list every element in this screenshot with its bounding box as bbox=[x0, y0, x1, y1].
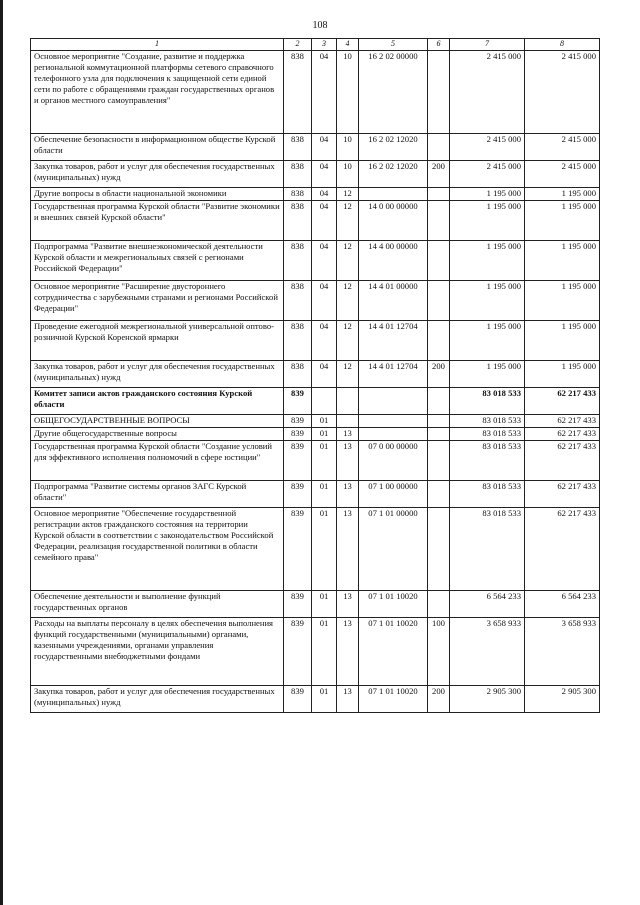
row-expense-type bbox=[428, 51, 450, 134]
row-section-code: 01 bbox=[312, 415, 337, 428]
table-row bbox=[31, 686, 600, 713]
row-ved-code: 839 bbox=[284, 481, 312, 508]
row-amount-1: 1 195 000 bbox=[450, 281, 525, 321]
row-ved-code: 839 bbox=[284, 428, 312, 441]
row-amount-1: 1 195 000 bbox=[450, 361, 525, 388]
row-name: Обеспечение безопасности в информационном обществе Курской области bbox=[31, 134, 284, 161]
row-target-article: 14 4 01 12704 bbox=[359, 361, 428, 388]
table-row bbox=[31, 161, 600, 188]
row-expense-type bbox=[428, 388, 450, 415]
row-ved-code: 838 bbox=[284, 321, 312, 361]
row-section-code: 04 bbox=[312, 321, 337, 361]
row-target-article: 14 4 01 12704 bbox=[359, 321, 428, 361]
row-amount-2: 62 217 433 bbox=[525, 415, 600, 428]
row-subsection-code: 12 bbox=[337, 281, 359, 321]
table-row bbox=[31, 388, 600, 415]
row-subsection-code: 13 bbox=[337, 428, 359, 441]
row-target-article bbox=[359, 428, 428, 441]
row-name: Проведение ежегодной межрегиональной универсальной оптово-розничной Курской Коренской ярмарки bbox=[31, 321, 284, 361]
row-expense-type: 200 bbox=[428, 161, 450, 188]
table-row bbox=[31, 241, 600, 281]
row-amount-2: 1 195 000 bbox=[525, 281, 600, 321]
row-expense-type bbox=[428, 415, 450, 428]
row-amount-1: 6 564 233 bbox=[450, 591, 525, 618]
row-subsection-code: 13 bbox=[337, 618, 359, 686]
budget-table bbox=[30, 38, 600, 713]
header-cell: 8 bbox=[525, 39, 600, 51]
row-amount-1: 1 195 000 bbox=[450, 188, 525, 201]
row-ved-code: 839 bbox=[284, 686, 312, 713]
row-name: Другие общегосударственные вопросы bbox=[31, 428, 284, 441]
row-target-article: 14 4 01 00000 bbox=[359, 281, 428, 321]
row-section-code: 04 bbox=[312, 201, 337, 241]
row-target-article: 07 1 00 00000 bbox=[359, 481, 428, 508]
row-expense-type bbox=[428, 441, 450, 481]
header-cell: 5 bbox=[359, 39, 428, 51]
row-name: Закупка товаров, работ и услуг для обеспечения государственных (муниципальных) нужд bbox=[31, 161, 284, 188]
table-row bbox=[31, 134, 600, 161]
row-name: Государственная программа Курской области "Развитие экономики и внешних связей Курской области" bbox=[31, 201, 284, 241]
row-amount-2: 2 415 000 bbox=[525, 51, 600, 134]
row-section-code: 04 bbox=[312, 361, 337, 388]
row-amount-2: 2 415 000 bbox=[525, 161, 600, 188]
row-section-code: 01 bbox=[312, 441, 337, 481]
table-row bbox=[31, 481, 600, 508]
row-subsection-code: 12 bbox=[337, 321, 359, 361]
row-target-article: 07 1 01 00000 bbox=[359, 508, 428, 591]
row-target-article: 07 0 00 00000 bbox=[359, 441, 428, 481]
row-amount-1: 83 018 533 bbox=[450, 428, 525, 441]
row-amount-1: 2 415 000 bbox=[450, 134, 525, 161]
row-ved-code: 838 bbox=[284, 161, 312, 188]
row-subsection-code: 10 bbox=[337, 51, 359, 134]
header-cell: 4 bbox=[337, 39, 359, 51]
row-target-article bbox=[359, 188, 428, 201]
row-target-article: 16 2 02 12020 bbox=[359, 161, 428, 188]
table-row bbox=[31, 591, 600, 618]
row-name: ОБЩЕГОСУДАРСТВЕННЫЕ ВОПРОСЫ bbox=[31, 415, 284, 428]
row-expense-type bbox=[428, 188, 450, 201]
row-section-code: 01 bbox=[312, 591, 337, 618]
row-subsection-code: 13 bbox=[337, 686, 359, 713]
row-amount-2: 62 217 433 bbox=[525, 428, 600, 441]
row-subsection-code: 10 bbox=[337, 134, 359, 161]
row-ved-code: 839 bbox=[284, 388, 312, 415]
table-row bbox=[31, 508, 600, 591]
row-expense-type bbox=[428, 481, 450, 508]
row-target-article: 16 2 02 12020 bbox=[359, 134, 428, 161]
table-row bbox=[31, 428, 600, 441]
row-expense-type bbox=[428, 508, 450, 591]
row-expense-type bbox=[428, 591, 450, 618]
row-name: Подпрограмма "Развитие системы органов ЗАГС Курской области" bbox=[31, 481, 284, 508]
row-name: Расходы на выплаты персоналу в целях обеспечения выполнения функций государственными (муниципальными) органами, казенными учреждениями, органами управления государственными внебюджетными фондами bbox=[31, 618, 284, 686]
row-section-code: 04 bbox=[312, 241, 337, 281]
row-target-article: 07 1 01 10020 bbox=[359, 591, 428, 618]
row-amount-1: 83 018 533 bbox=[450, 508, 525, 591]
scan-edge bbox=[0, 0, 3, 905]
row-amount-2: 6 564 233 bbox=[525, 591, 600, 618]
row-amount-1: 1 195 000 bbox=[450, 201, 525, 241]
row-amount-2: 1 195 000 bbox=[525, 188, 600, 201]
row-section-code: 04 bbox=[312, 51, 337, 134]
row-ved-code: 838 bbox=[284, 201, 312, 241]
row-name: Подпрограмма "Развитие внешнеэкономической деятельности Курской области и межрегиональных связей с регионами Российской Федерации" bbox=[31, 241, 284, 281]
row-expense-type bbox=[428, 134, 450, 161]
row-amount-2: 1 195 000 bbox=[525, 361, 600, 388]
row-target-article: 14 4 00 00000 bbox=[359, 241, 428, 281]
row-amount-1: 2 415 000 bbox=[450, 161, 525, 188]
header-cell: 6 bbox=[428, 39, 450, 51]
row-subsection-code bbox=[337, 388, 359, 415]
row-section-code: 01 bbox=[312, 481, 337, 508]
row-subsection-code: 12 bbox=[337, 241, 359, 281]
row-expense-type bbox=[428, 281, 450, 321]
row-ved-code: 838 bbox=[284, 281, 312, 321]
row-amount-2: 2 905 300 bbox=[525, 686, 600, 713]
header-cell: 3 bbox=[312, 39, 337, 51]
row-section-code: 01 bbox=[312, 508, 337, 591]
row-expense-type: 100 bbox=[428, 618, 450, 686]
row-target-article bbox=[359, 388, 428, 415]
row-ved-code: 839 bbox=[284, 591, 312, 618]
row-name: Закупка товаров, работ и услуг для обеспечения государственных (муниципальных) нужд bbox=[31, 686, 284, 713]
row-section-code: 01 bbox=[312, 618, 337, 686]
row-target-article bbox=[359, 415, 428, 428]
row-amount-1: 83 018 533 bbox=[450, 415, 525, 428]
row-target-article: 16 2 02 00000 bbox=[359, 51, 428, 134]
table-row bbox=[31, 415, 600, 428]
row-name: Государственная программа Курской области "Создание условий для эффективного исполнения полномочий в сфере юстиции" bbox=[31, 441, 284, 481]
row-amount-1: 1 195 000 bbox=[450, 241, 525, 281]
row-ved-code: 838 bbox=[284, 134, 312, 161]
row-section-code: 04 bbox=[312, 188, 337, 201]
row-expense-type: 200 bbox=[428, 361, 450, 388]
row-expense-type bbox=[428, 428, 450, 441]
row-amount-1: 83 018 533 bbox=[450, 481, 525, 508]
row-expense-type: 200 bbox=[428, 686, 450, 713]
row-subsection-code: 12 bbox=[337, 361, 359, 388]
header-cell: 1 bbox=[31, 39, 284, 51]
page-number: 108 bbox=[312, 20, 328, 31]
header-cell: 2 bbox=[284, 39, 312, 51]
row-name: Основное мероприятие "Расширение двустороннего сотрудничества с зарубежными странами и регионами Российской Федерации" bbox=[31, 281, 284, 321]
row-name: Закупка товаров, работ и услуг для обеспечения государственных (муниципальных) нужд bbox=[31, 361, 284, 388]
row-section-code: 01 bbox=[312, 428, 337, 441]
row-subsection-code bbox=[337, 415, 359, 428]
header-row bbox=[31, 39, 600, 51]
row-amount-1: 83 018 533 bbox=[450, 441, 525, 481]
row-name: Другие вопросы в области национальной экономики bbox=[31, 188, 284, 201]
row-ved-code: 838 bbox=[284, 361, 312, 388]
row-ved-code: 838 bbox=[284, 188, 312, 201]
row-amount-2: 3 658 933 bbox=[525, 618, 600, 686]
row-expense-type bbox=[428, 201, 450, 241]
row-amount-2: 62 217 433 bbox=[525, 481, 600, 508]
row-subsection-code: 12 bbox=[337, 201, 359, 241]
table-row bbox=[31, 441, 600, 481]
row-ved-code: 839 bbox=[284, 441, 312, 481]
row-section-code bbox=[312, 388, 337, 415]
row-name: Комитет записи актов гражданского состояния Курской области bbox=[31, 388, 284, 415]
row-subsection-code: 13 bbox=[337, 508, 359, 591]
row-ved-code: 838 bbox=[284, 51, 312, 134]
table-row bbox=[31, 188, 600, 201]
row-amount-2: 62 217 433 bbox=[525, 508, 600, 591]
row-subsection-code: 10 bbox=[337, 161, 359, 188]
row-amount-1: 3 658 933 bbox=[450, 618, 525, 686]
row-amount-2: 2 415 000 bbox=[525, 134, 600, 161]
row-amount-2: 62 217 433 bbox=[525, 441, 600, 481]
row-name: Основное мероприятие "Обеспечение государственной регистрации актов гражданского состояния на территории Курской области в соответствии с законодательством Российской Федерации, реализация государственной политики в области семейного права" bbox=[31, 508, 284, 591]
row-section-code: 04 bbox=[312, 281, 337, 321]
row-ved-code: 839 bbox=[284, 618, 312, 686]
table-row bbox=[31, 618, 600, 686]
row-amount-2: 1 195 000 bbox=[525, 241, 600, 281]
table-row bbox=[31, 201, 600, 241]
row-amount-2: 1 195 000 bbox=[525, 321, 600, 361]
row-amount-1: 1 195 000 bbox=[450, 321, 525, 361]
row-ved-code: 839 bbox=[284, 415, 312, 428]
header-cell: 7 bbox=[450, 39, 525, 51]
row-name: Обеспечение деятельности и выполнение функций государственных органов bbox=[31, 591, 284, 618]
row-amount-2: 1 195 000 bbox=[525, 201, 600, 241]
row-expense-type bbox=[428, 321, 450, 361]
table-row bbox=[31, 361, 600, 388]
row-expense-type bbox=[428, 241, 450, 281]
row-target-article: 14 0 00 00000 bbox=[359, 201, 428, 241]
table-row bbox=[31, 321, 600, 361]
row-subsection-code: 13 bbox=[337, 481, 359, 508]
row-amount-2: 62 217 433 bbox=[525, 388, 600, 415]
row-amount-1: 83 018 533 bbox=[450, 388, 525, 415]
row-subsection-code: 13 bbox=[337, 441, 359, 481]
row-ved-code: 839 bbox=[284, 508, 312, 591]
row-subsection-code: 12 bbox=[337, 188, 359, 201]
row-section-code: 04 bbox=[312, 134, 337, 161]
row-amount-1: 2 905 300 bbox=[450, 686, 525, 713]
table-row bbox=[31, 281, 600, 321]
row-subsection-code: 13 bbox=[337, 591, 359, 618]
row-target-article: 07 1 01 10020 bbox=[359, 618, 428, 686]
row-name: Основное мероприятие "Создание, развитие и поддержка региональной коммутационной платформы сетевого справочного телефонного узла для подключения к защищенной сети единой сети по работе с обращениями граждан государственных органов и органов местного самоуправления" bbox=[31, 51, 284, 134]
row-section-code: 04 bbox=[312, 161, 337, 188]
row-ved-code: 838 bbox=[284, 241, 312, 281]
table-row bbox=[31, 51, 600, 134]
row-amount-1: 2 415 000 bbox=[450, 51, 525, 134]
row-target-article: 07 1 01 10020 bbox=[359, 686, 428, 713]
row-section-code: 01 bbox=[312, 686, 337, 713]
